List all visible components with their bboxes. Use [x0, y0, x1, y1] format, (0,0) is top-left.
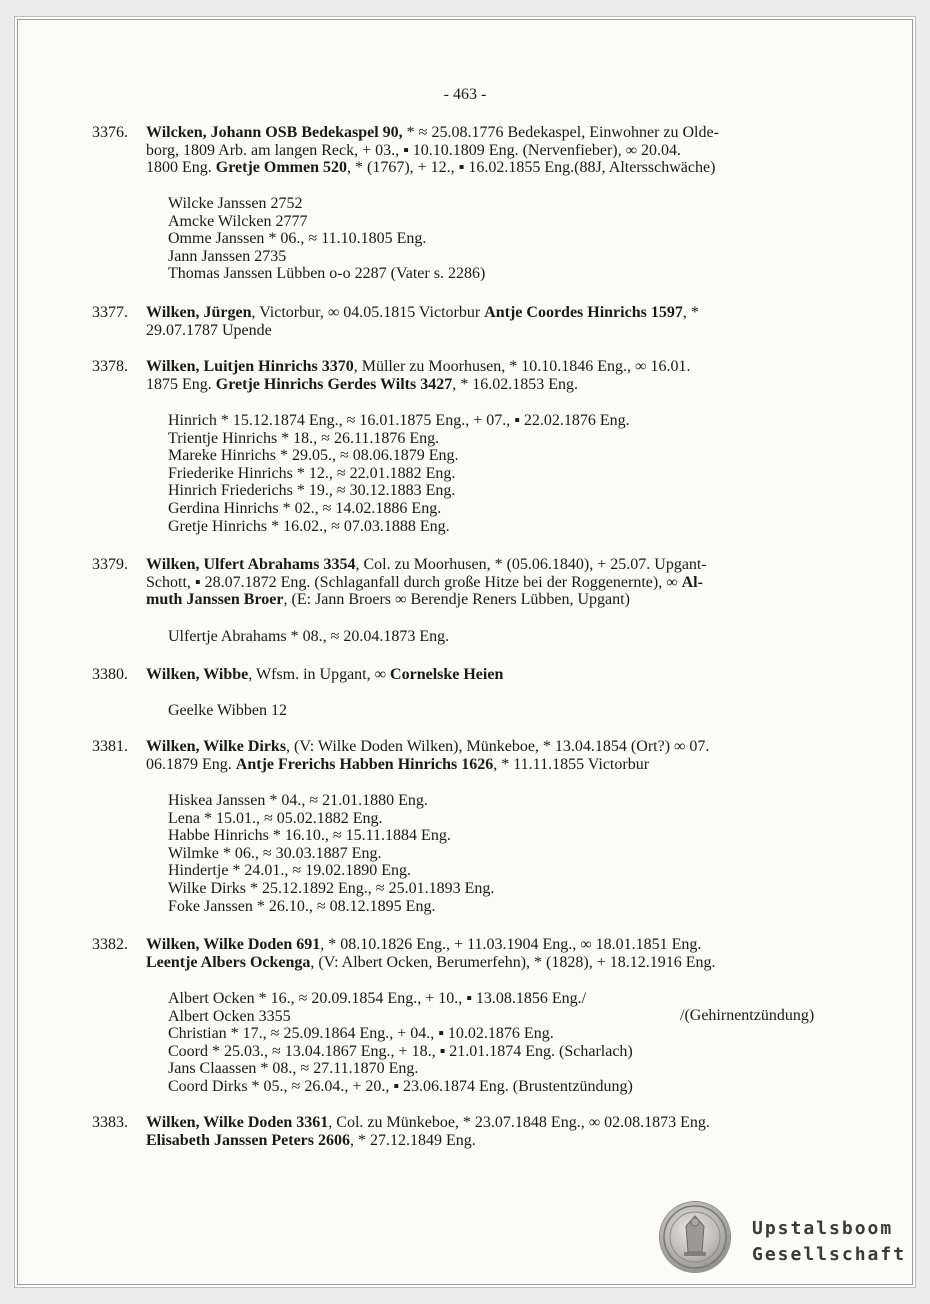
entry-number: 3378.: [92, 358, 128, 375]
child-item: Wilcke Janssen 2752: [168, 195, 303, 212]
child-item: Geelke Wibben 12: [168, 702, 288, 719]
entry-head: Wilken, Jürgen: [146, 304, 252, 321]
child-item: Hiskea Janssen * 04., ≈ 21.01.1880 Eng.: [168, 792, 428, 809]
spouse-name: Cornelske Heien: [390, 666, 504, 683]
entry-head: Wilken, Wilke Doden 3361: [146, 1114, 329, 1131]
child-item: Hindertje * 24.01., ≈ 19.02.1890 Eng.: [168, 862, 411, 880]
child-item: Christian * 17., ≈ 25.09.1864 Eng., + 04., ▪ 10.02.1876 Eng.: [168, 1025, 554, 1043]
entry-text: , (E: Jann Broers ∞ Berendje Reners Lübben, Upgant): [283, 591, 630, 609]
entry-3379: [92, 556, 832, 609]
entry-text: 1800 Eng.: [146, 159, 216, 177]
entry-text: , * 27.12.1849 Eng.: [350, 1131, 476, 1149]
entry-text: 1875 Eng.: [146, 375, 216, 393]
spouse-name: Gretje Hinrichs Gerdes Wilts 3427: [215, 375, 453, 393]
child-item: Ulfertje Abrahams * 08., ≈ 20.04.1873 Eng.: [168, 628, 450, 645]
entry-text: , * (1767), + 12., ▪ 16.02.1855 Eng.(88J, Altersschwäche): [347, 159, 716, 177]
entry-text: , Col. zu Moorhusen, * (05.06.1840), + 25.07. Upgant-: [355, 556, 707, 573]
child-item: Jann Janssen 2735: [168, 247, 287, 265]
entry-text: * ≈ 25.08.1776 Bedekaspel, Einwohner zu Olde-: [402, 124, 719, 141]
entry-3381: [92, 738, 832, 773]
child-item: Lena * 15.01., ≈ 05.02.1882 Eng.: [168, 809, 383, 827]
entry-3380: [92, 666, 832, 684]
children-list: [168, 792, 494, 915]
child-item: Friederike Hinrichs * 12., ≈ 22.01.1882 Eng.: [168, 464, 456, 482]
entry-head: Wilken, Wilke Doden 691: [146, 936, 321, 953]
child-item: Gretje Hinrichs * 16.02., ≈ 07.03.1888 Eng.: [168, 517, 450, 535]
entry-number: 3381.: [92, 738, 128, 755]
child-item: Foke Janssen * 26.10., ≈ 08.12.1895 Eng.: [168, 897, 436, 915]
entry-number: 3379.: [92, 556, 128, 573]
entry-text: , Wfsm. in Upgant, ∞: [248, 666, 391, 683]
entry-number: 3376.: [92, 124, 128, 141]
child-item: Mareke Hinrichs * 29.05., ≈ 08.06.1879 Eng.: [168, 447, 459, 465]
spouse-name: muth Janssen Broer: [146, 591, 284, 609]
entry-3383: [92, 1114, 832, 1149]
entry-number: 3382.: [92, 936, 128, 953]
children-list: [168, 412, 630, 535]
child-item: Albert Ocken 3355: [168, 1007, 291, 1025]
entry-head: Wilcken, Johann OSB Bedekaspel 90,: [146, 124, 403, 141]
entry-3377: [92, 304, 832, 339]
spouse-name: Elisabeth Janssen Peters 2606: [146, 1131, 350, 1149]
spouse-name: Al-: [681, 573, 703, 591]
children-list: [168, 702, 287, 720]
child-item: Wilmke * 06., ≈ 30.03.1887 Eng.: [168, 844, 382, 862]
child-item: Hinrich * 15.12.1874 Eng., ≈ 16.01.1875 Eng., + 07., ▪ 22.02.1876 Eng.: [168, 412, 630, 429]
child-item: Habbe Hinrichs * 16.10., ≈ 15.11.1884 Eng.: [168, 827, 451, 845]
brand-line-2: Gesellschaft: [752, 1244, 907, 1265]
page-number: - 463 -: [443, 86, 487, 103]
child-item: Gerdina Hinrichs * 02., ≈ 14.02.1886 Eng.: [168, 499, 442, 517]
child-item: Hinrich Friederichs * 19., ≈ 30.12.1883 Eng.: [168, 482, 456, 500]
entry-number: 3377.: [92, 304, 128, 321]
children-list: [168, 195, 485, 283]
entry-text: , *: [682, 304, 699, 321]
entry-3382: [92, 936, 832, 971]
death-cause-note: /(Gehirnentzündung): [680, 1007, 815, 1024]
children-list: [168, 628, 449, 646]
entry-head: Wilken, Luitjen Hinrichs 3370: [146, 358, 354, 375]
entry-text: borg, 1809 Arb. am langen Reck, + 03., ▪ 10.10.1809 Eng. (Nervenfieber), ∞ 20.04.: [146, 141, 682, 159]
child-item: Trientje Hinrichs * 18., ≈ 26.11.1876 Eng.: [168, 429, 440, 447]
spouse-name: Leentje Albers Ockenga: [146, 953, 311, 971]
entry-text: , (V: Wilke Doden Wilken), Münkeboe, * 13.04.1854 (Ort?) ∞ 07.: [286, 738, 710, 755]
spouse-name: Gretje Ommen 520: [215, 159, 347, 177]
child-item: Thomas Janssen Lübben o-o 2287 (Vater s. 2286): [168, 265, 486, 283]
entry-text: , Müller zu Moorhusen, * 10.10.1846 Eng., ∞ 16.01.: [353, 358, 691, 375]
entry-number: 3380.: [92, 666, 128, 683]
society-seal-icon: [660, 1202, 730, 1272]
entry-text: , Victorbur, ∞ 04.05.1815 Victorbur: [251, 304, 485, 321]
child-item: Coord Dirks * 05., ≈ 26.04., + 20., ▪ 23.06.1874 Eng. (Brustentzündung): [168, 1077, 633, 1095]
entry-text: , * 08.10.1826 Eng., + 11.03.1904 Eng., ∞ 18.01.1851 Eng.: [320, 936, 702, 953]
entry-head: Wilken, Wibbe: [146, 666, 249, 683]
spouse-name: Antje Coordes Hinrichs 1597: [484, 304, 683, 321]
entry-3376: [92, 124, 832, 177]
child-item: Wilke Dirks * 25.12.1892 Eng., ≈ 25.01.1893 Eng.: [168, 879, 495, 897]
child-item: Coord * 25.03., ≈ 13.04.1867 Eng., + 18., ▪ 21.01.1874 Eng. (Scharlach): [168, 1042, 633, 1060]
entry-number: 3383.: [92, 1114, 128, 1131]
entry-3378: [92, 358, 832, 393]
spouse-name: Antje Frerichs Habben Hinrichs 1626: [235, 755, 494, 773]
entry-text: Schott, ▪ 28.07.1872 Eng. (Schlaganfall durch große Hitze bei der Roggenernte), ∞: [146, 573, 682, 591]
entry-head: Wilken, Ulfert Abrahams 3354: [146, 556, 356, 573]
entry-text: , Col. zu Münkeboe, * 23.07.1848 Eng., ∞ 02.08.1873 Eng.: [328, 1114, 710, 1131]
child-item: Albert Ocken * 16., ≈ 20.09.1854 Eng., + 10., ▪ 13.08.1856 Eng./: [168, 990, 587, 1007]
child-item: Amcke Wilcken 2777: [168, 212, 308, 230]
entry-text: , * 16.02.1853 Eng.: [452, 375, 578, 393]
entry-text: 06.1879 Eng.: [146, 755, 236, 773]
child-item: Omme Janssen * 06., ≈ 11.10.1805 Eng.: [168, 230, 427, 248]
entry-text: , * 11.11.1855 Victorbur: [493, 755, 650, 773]
entry-head: Wilken, Wilke Dirks: [146, 738, 287, 755]
entry-text: , (V: Albert Ocken, Berumerfehn), * (1828), + 18.12.1916 Eng.: [310, 953, 716, 971]
children-list: [168, 990, 633, 1096]
brand-line-1: Upstalsboom: [752, 1218, 894, 1239]
child-item: Jans Claassen * 08., ≈ 27.11.1870 Eng.: [168, 1060, 419, 1078]
entry-text: 29.07.1787 Upende: [146, 321, 272, 339]
